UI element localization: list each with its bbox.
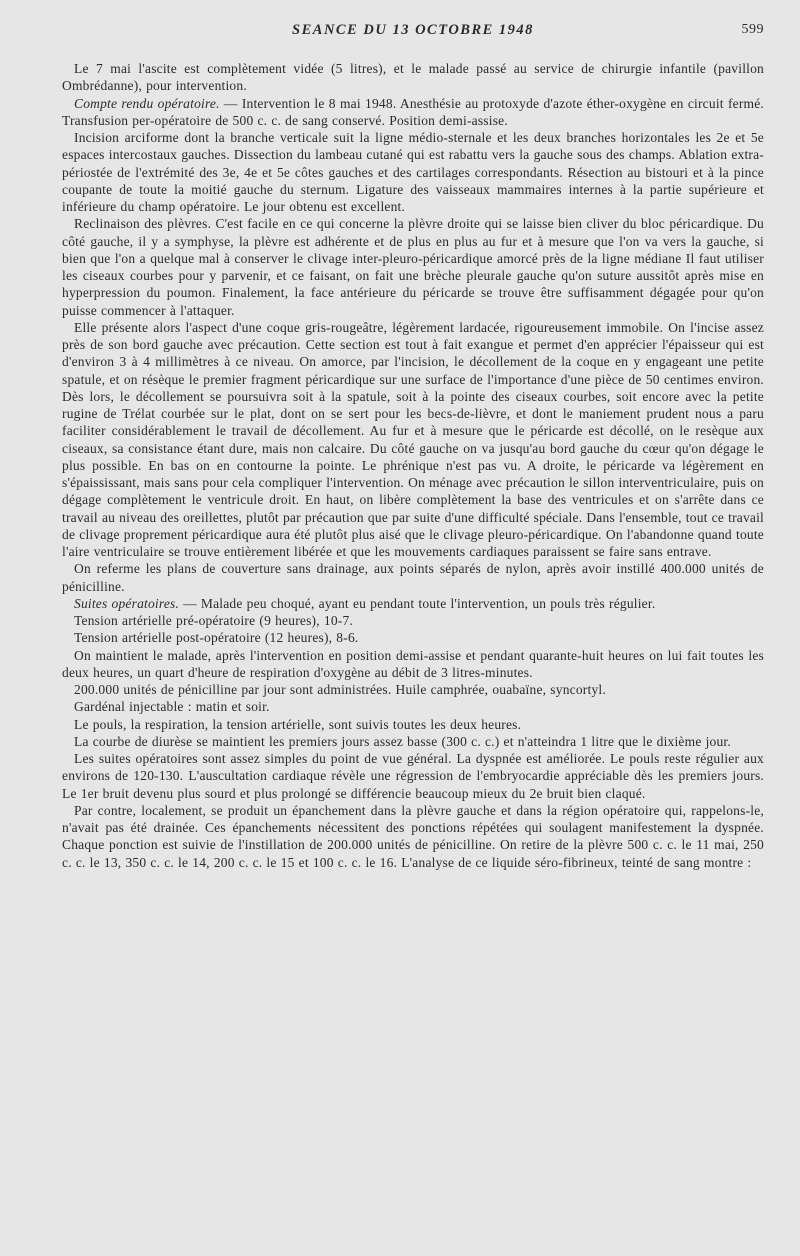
paragraph	[62, 319, 764, 561]
paragraph	[62, 95, 764, 130]
paragraph	[62, 698, 764, 715]
paragraph	[62, 215, 764, 319]
section-lead: Compte rendu opératoire.	[74, 95, 220, 111]
paragraph	[62, 716, 764, 733]
paragraph	[62, 750, 764, 802]
paragraph	[62, 595, 764, 612]
paragraph-text: 200.000 unités de pénicilline par jour sont administrées. Huile camphrée, ouabaïne, syncortyl.	[74, 682, 606, 697]
paragraph	[62, 560, 764, 595]
paragraph-text: On maintient le malade, après l'intervention en position demi-assise et pendant quarante-huit heures on lui fait toutes les deux heures, un quart d'heure de respiration d'oxygène au débit de 3 litres-minutes.	[62, 647, 764, 680]
paragraph-text: Tension artérielle post-opératoire (12 heures), 8-6.	[74, 630, 359, 646]
paragraph-text: La courbe de diurèse se maintient les premiers jours assez basse (300 c. c.) et n'atteindra 1 litre que le dixième jour.	[74, 733, 731, 749]
paragraph	[62, 647, 764, 682]
paragraph-text: Tension artérielle pré-opératoire (9 heures), 10-7.	[74, 613, 354, 628]
running-title: SEANCE DU 13 OCTOBRE 1948	[292, 22, 534, 38]
paragraph	[62, 129, 764, 215]
paragraph-text: Les suites opératoires sont assez simples du point de vue général. La dyspnée est améliorée. Le pouls reste régulier aux environs de 120-130. L'auscultation cardiaque révèle une régression de l'embryocardie appréciable dès les premiers jours. Le 1er bruit devenu plus sourd et plus prolongé se différencie beaucoup mieux du 2e bruit bien claqué.	[62, 751, 764, 801]
page-number: 599	[741, 22, 764, 37]
paragraph	[62, 733, 764, 750]
paragraph	[62, 681, 764, 698]
running-header	[62, 22, 764, 46]
paragraph-text: Par contre, localement, se produit un épanchement dans la plèvre gauche et dans la région opératoire qui, rappelons-le, n'avait pas été drainée. Ces épanchements nécessitent des ponctions répétées qui soulagent manifestement la dyspnée. Chaque ponction est suivie de l'instillation de 200.000 unités de pénicilline. On retire de la plèvre 500 c. c. le 11 mai, 250 c. c. le 13, 350 c. c. le 14, 200 c. c. le 15 et 100 c. c. le 16. L'analyse de ce liquide séro-fibrineux, teinté de sang montre :	[62, 802, 764, 870]
paragraph-text: — Intervention le 8 mai 1948. Anesthésie au protoxyde d'azote éther-oxygène en circuit fermé. Transfusion per-opératoire de 500 c. c. de sang conservé. Position demi-assise.	[62, 95, 764, 128]
paragraph-text: Gardénal injectable : matin et soir.	[74, 699, 270, 715]
paragraph-text: On referme les plans de couverture sans drainage, aux points séparés de nylon, après avoir instillé 400.000 unités de pénicilline.	[62, 561, 764, 594]
paragraph-text: Elle présente alors l'aspect d'une coque gris-rougeâtre, légèrement lardacée, rigoureusement immobile. On l'incise assez près de son bord gauche avec précaution. Cette section est tout à fait exangue et permet d'en apprécier l'épaisseur qui est d'environ 3 à 4 millimètres à ce niveau. On amorce, par l'incision, le décollement de la coque en y engageant une petite spatule, et on résèque le premier fragment péricardique sur une surface de l'importance d'une pièce de 50 centimes environ. Dès lors, le décollement se poursuivra soit à la spatule, soit à la pointe des ciseaux courbes, soit encore avec la petite rugine de Trélat courbée sur le plat, dont on se sert pour les becs-de-lièvre, et dont le maniement prudent nous a paru faciliter considérablement le travail de décollement. Au fur et à mesure que le péricarde est décollé, on le resèque aux ciseaux, sa consistance étant dure, mais non calcaire. Du côté gauche on va jusqu'au bord gauche du cœur qu'on dégage le plus possible. En bas on en contourne la pointe. Le phrénique n'est pas vu. A droite, le péricarde va légèrement en s'épaississant, mais sans pour cela compliquer l'intervention. On ménage avec précaution le sillon interventriculaire, puis on dégage complètement le ventricule droit. En haut, on libère complètement la base des ventricules et on s'arrête dans ce travail au niveau des oreillettes, plutôt par précaution que par suite d'une difficulté spéciale. Dans l'ensemble, tout ce travail de clivage proprement péricardique aura été plutôt plus aisé que le clivage pleuro-péricardique. On l'abandonne quand toute l'aire ventriculaire se trouve entièrement libérée et que les mouvements cardiaques paraissent se faire sans entrave.	[62, 319, 765, 559]
paragraph-text: Reclinaison des plèvres. C'est facile en ce qui concerne la plèvre droite qui se laisse bien cliver du bloc péricardique. Du côté gauche, il y a symphyse, la plèvre est adhérente et de plus en plus au fur et à mesure que l'on va vers la gauche, si bien que l'on a quelque mal à conserver le clivage inter-pleuro-péricardique amorcé près de la ligne médiane Il faut utiliser les ciseaux courbes pour y parvenir, et ce faisant, on fait une brèche pleurale gauche qu'on suture aussitôt après mise en hyperpression du poumon. Finalement, la face antérieure du péricarde se trouve être suffisamment dégagée pour qu'on puisse commencer à l'attaquer.	[62, 216, 764, 318]
paragraph	[62, 612, 764, 629]
paragraph-text: Incision arciforme dont la branche verticale suit la ligne médio-sternale et les deux branches horizontales les 2e et 5e espaces intercostaux gauches. Dissection du lambeau cutané qui est rabattu vers la gauche sous des champs. Ablation extra-périostée de l'extrémité des 3e, 4e et 5e côtes gauches et des cartilages correspondants. Résection au bistouri et à la pince coupante de toute la moitié gauche du sternum. Ligature des vaisseaux mammaires internes à la partie supérieure et inférieure du champ opératoire. Le jour obtenu est excellent.	[62, 130, 764, 214]
section-lead: Suites opératoires.	[74, 595, 180, 611]
paragraph-text: Le 7 mai l'ascite est complètement vidée (5 litres), et le malade passé au service de chirurgie infantile (pavillon Ombrédanne), pour intervention.	[62, 61, 764, 94]
paragraph	[62, 802, 764, 871]
paragraph	[62, 629, 764, 646]
article-body	[62, 60, 764, 871]
paragraph-text: — Malade peu choqué, ayant eu pendant toute l'intervention, un pouls très régulier.	[179, 595, 656, 611]
paragraph-text: Le pouls, la respiration, la tension artérielle, sont suivis toutes les deux heures.	[74, 716, 522, 732]
paragraph	[62, 60, 764, 95]
